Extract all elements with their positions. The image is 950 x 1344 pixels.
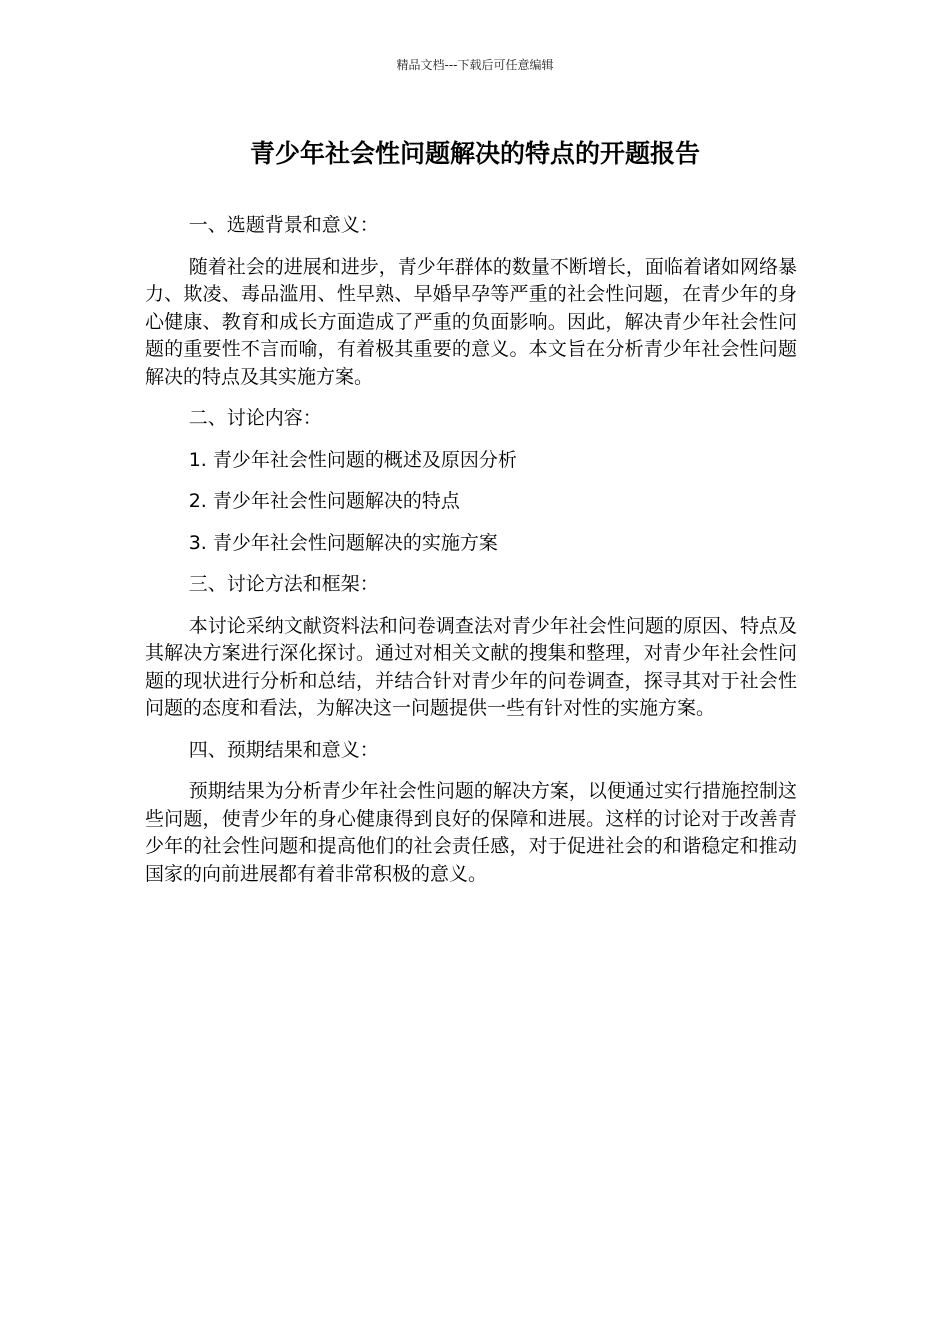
section-heading-content: 二、讨论内容： <box>188 407 322 429</box>
section-body-expected-results: 预期结果为分析青少年社会性问题的解决方案，以便通过实行措施控制这些问题，使青少年的身心健康得到良好的保障和进展。这样的讨论对于改善青少年的社会性问题和提高他们的社会责任感，对于促进社会的和谐稳定和推动国家的向前进展都有着非常积极的意义。 <box>145 780 797 885</box>
section-heading-background: 一、选题背景和意义： <box>188 214 379 236</box>
section-body-background: 随着社会的进展和进步，青少年群体的数量不断增长，面临着诸如网络暴力、欺凌、毒品滥用、性早熟、早婚早孕等严重的社会性问题，在青少年的身心健康、教育和成长方面造成了严重的负面影响。因此，解决青少年社会性问题的重要性不言而喻，有着极其重要的意义。本文旨在分析青少年社会性问题解决的特点及其实施方案。 <box>145 255 797 388</box>
document-body <box>145 212 797 902</box>
section-body-method: 本讨论采纳文献资料法和问卷调查法对青少年社会性问题的原因、特点及其解决方案进行深化探讨。通过对相关文献的搜集和整理，对青少年社会性问题的现状进行分析和总结，并结合针对青少年的问卷调查，探寻其对于社会性问题的态度和看法，为解决这一问题提供一些有针对性的实施方案。 <box>145 614 797 719</box>
list-item: 1. 青少年社会性问题的概述及原因分析 <box>188 448 517 471</box>
section-heading-expected-results: 四、预期结果和意义： <box>188 738 379 761</box>
document-title: 青少年社会性问题解决的特点的开题报告 <box>249 139 700 168</box>
header-note: 精品文档---下载后可任意编辑 <box>396 58 554 72</box>
list-item: 2. 青少年社会性问题解决的特点 <box>188 490 460 512</box>
list-item: 3. 青少年社会性问题解决的实施方案 <box>188 531 498 554</box>
section-heading-method: 三、讨论方法和框架： <box>188 573 379 595</box>
